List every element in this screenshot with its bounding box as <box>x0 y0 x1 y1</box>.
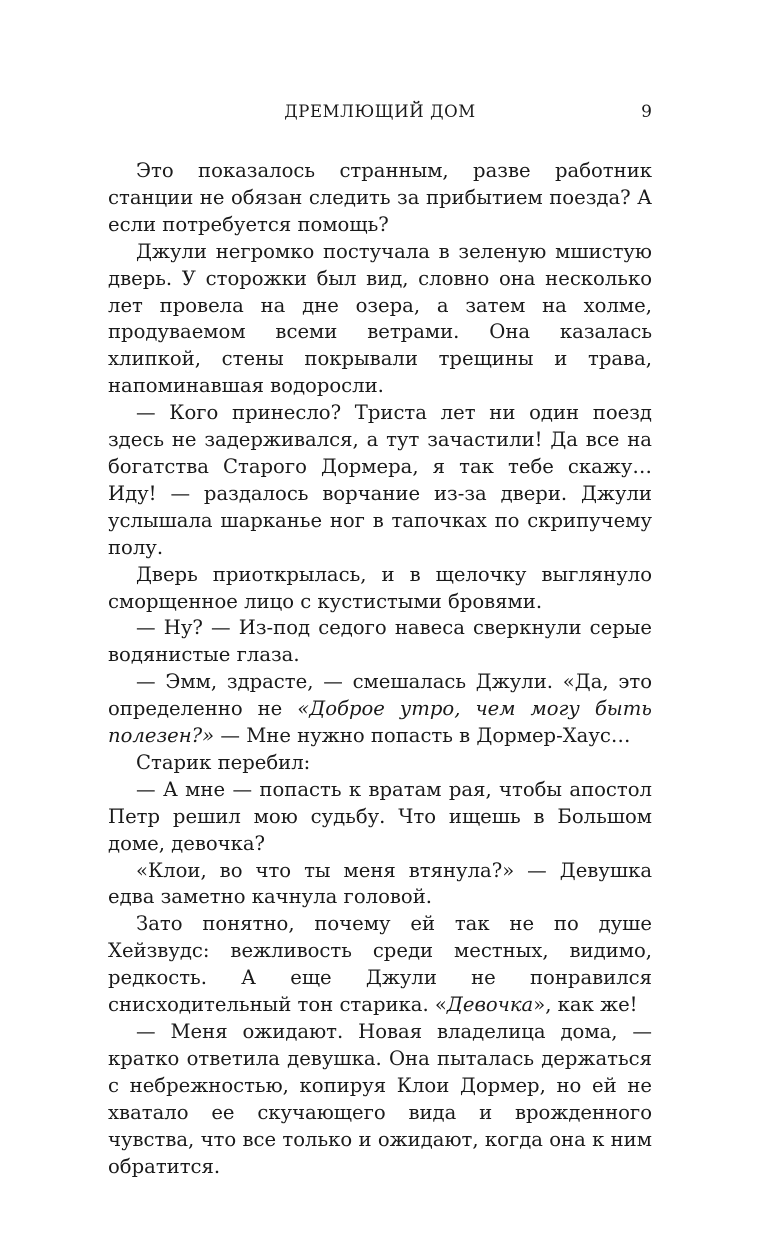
italic-word: Девочка <box>446 993 534 1017</box>
text-run: «Клои, во что ты меня втянула?» — Девушка едва заметно качнула головой. <box>108 858 652 909</box>
text-run: Старик перебил: <box>136 750 311 774</box>
paragraph <box>108 750 652 777</box>
text-run: Зато понятно, почему ей так не по душе Хейзвудс: вежливость среди местных, видимо, редкость. А еще Джули не понравился снисходительный тон старика. « <box>108 912 652 1017</box>
running-header <box>108 100 652 124</box>
paragraph <box>108 669 652 750</box>
text-run: — Мне нужно попасть в Дормер-Хаус… <box>214 724 631 748</box>
text-run: », как же! <box>533 993 638 1017</box>
text-run: Дверь приоткрылась, и в щелочку выглянуло сморщенное лицо с кустистыми бровями. <box>108 562 652 613</box>
italic-quote: «Доброе утро, чем могу быть полезен?» <box>108 697 652 748</box>
paragraph <box>108 239 652 400</box>
text-run: Это показалось странным, разве работник станции не обязан следить за прибытием поезда? А если потребуется помощь? <box>108 159 652 236</box>
text-run: — Меня ожидают. Новая владелица дома, — кратко ответила девушка. Она пыталась держаться с небрежностью, копируя Клои Дормер, но ей не хватало ее скучающего вида и врожденного чувства, что все только и ожидают, когда она к ним обратится. <box>108 1020 652 1178</box>
text-body <box>108 158 652 1180</box>
paragraph <box>108 858 652 912</box>
paragraph <box>108 562 652 616</box>
paragraph <box>108 158 652 239</box>
paragraph <box>108 615 652 669</box>
text-run: Джули негромко постучала в зеленую мшистую дверь. У сторожки был вид, словно она несколько лет провела на дне озера, а затем на холме, продуваемом всеми ветрами. Она казалась хлипкой, стены покрывали трещины и трава, напоминавшая водоросли. <box>108 239 652 398</box>
text-run: — Эмм, здрасте, — смешалась Джули. «Да, это определенно не <box>108 670 652 721</box>
page-number: 9 <box>641 102 652 122</box>
paragraph <box>108 1019 652 1180</box>
running-title: ДРЕМЛЮЩИЙ ДОМ <box>284 102 476 121</box>
text-run: — Кого принесло? Триста лет ни один поезд здесь не задерживался, а тут зачастили! Да все на богатства Старого Дормера, я так тебе скажу… Иду! — раздалось ворчание из-за двери. Джули услышала шарканье ног в тапочках по скрипучему полу. <box>108 401 652 559</box>
text-run: — А мне — попасть к вратам рая, чтобы апостол Петр решил мою судьбу. Что ищешь в Большом доме, девочка? <box>108 777 652 855</box>
paragraph <box>108 400 652 561</box>
paragraph <box>108 911 652 1019</box>
paragraph <box>108 777 652 858</box>
text-run: — Ну? — Из-под седого навеса сверкнули серые водянистые глаза. <box>108 616 652 667</box>
